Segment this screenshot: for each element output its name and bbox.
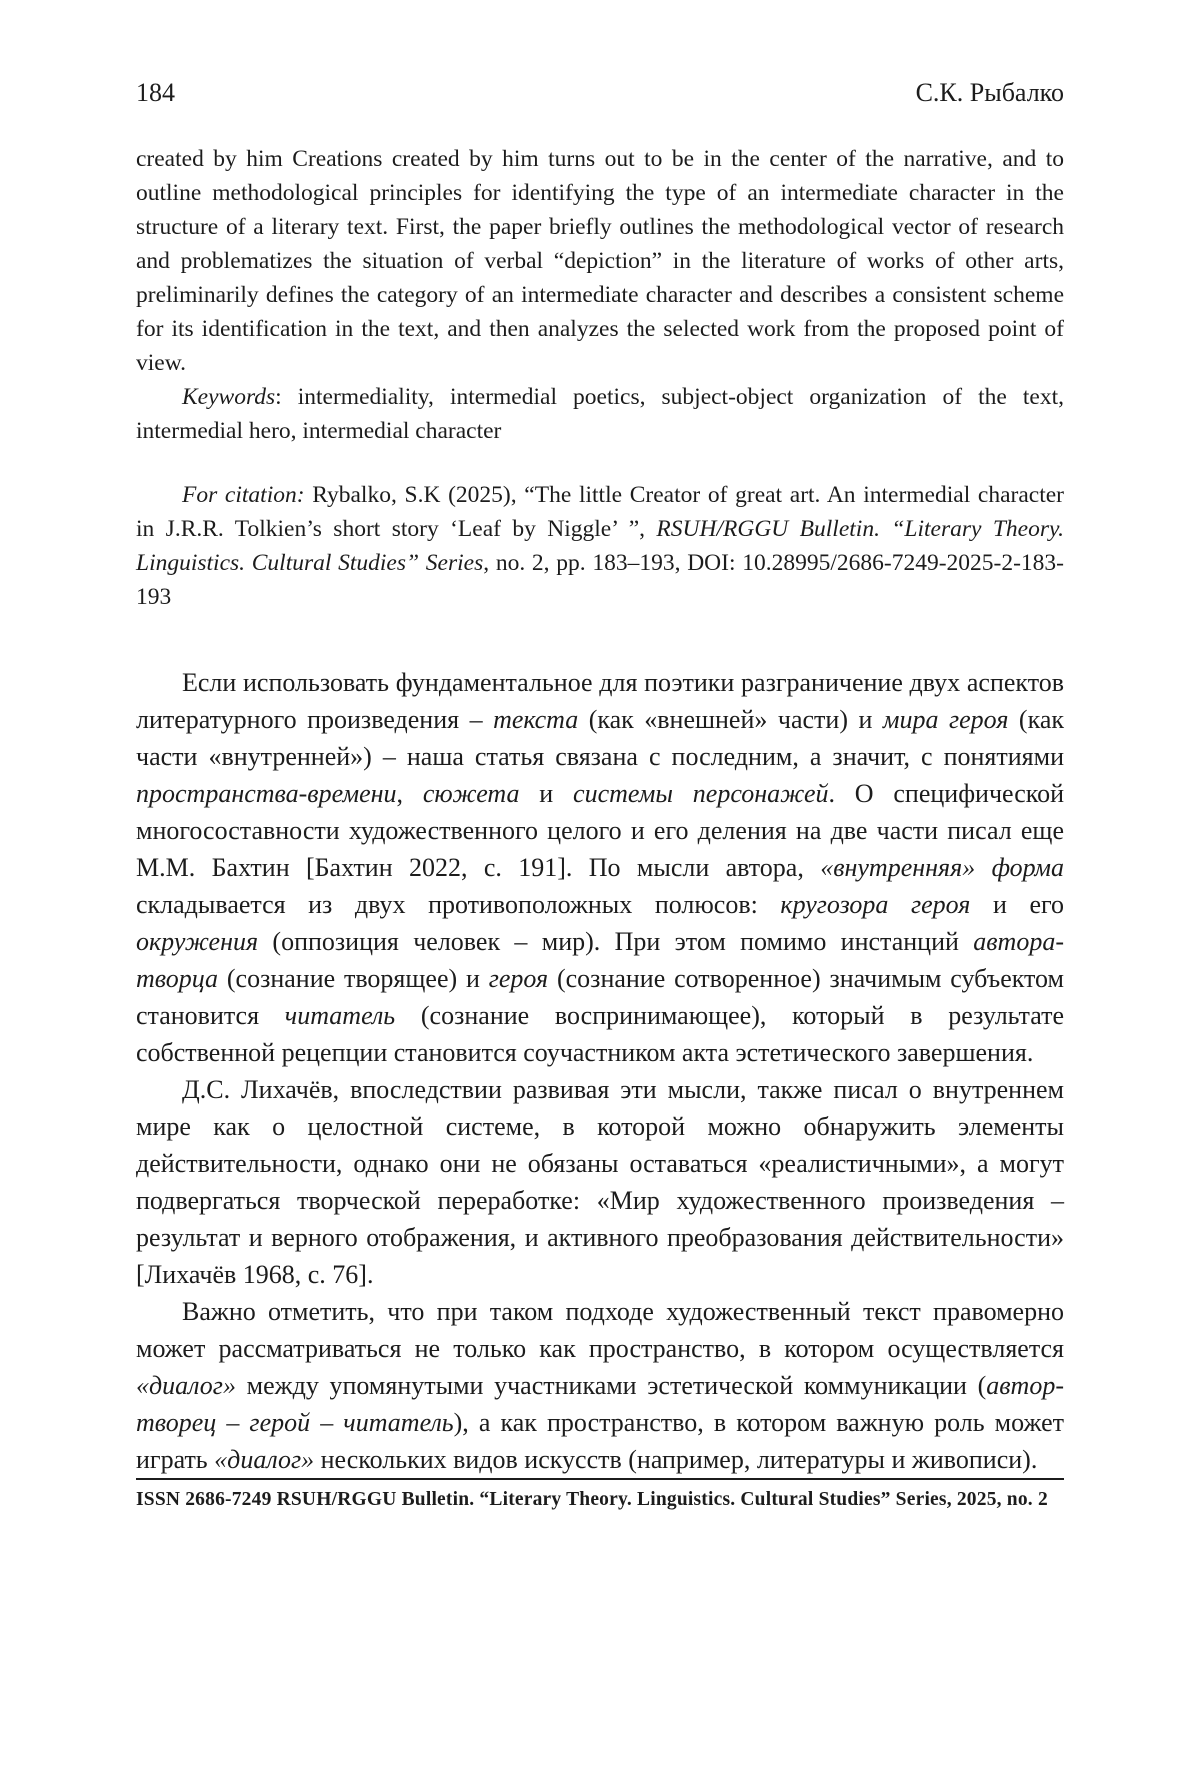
text-segment: автора-творца: [136, 927, 1064, 993]
text-segment: кругозора героя: [780, 890, 971, 919]
text-segment: между упомянутыми участниками эстетической коммуникации (: [235, 1371, 987, 1400]
text-segment: (сознание творящее) и: [218, 964, 489, 993]
keywords-paragraph: [136, 380, 1064, 448]
footer-text: ISSN 2686-7249 RSUH/RGGU Bulletin. “Literary Theory. Linguistics. Cultural Studies” Series, 2025, no. 2: [136, 1489, 1048, 1510]
text-segment: Keywords: [182, 384, 276, 410]
page-header: [136, 78, 1064, 108]
text-segment: (как «внешней» части) и: [578, 705, 883, 734]
text-segment: (сознание воспринимающее), который в результате собственной рецепции становится соучастником акта эстетического завершения.: [136, 1001, 1064, 1067]
text-segment: (оппозиция человек – мир). При этом помимо инстанций: [258, 927, 974, 956]
text-segment: героя: [488, 964, 549, 993]
page-footer: [136, 1478, 1064, 1511]
text-segment: нескольких видов искусств (например, литературы и живописи).: [314, 1445, 1038, 1474]
text-segment: For citation:: [182, 482, 313, 508]
page-content: [136, 142, 1064, 1478]
body-paragraph-3: [136, 1293, 1064, 1478]
citation-paragraph: [136, 478, 1064, 614]
text-segment: и: [519, 779, 574, 808]
text-segment: (как части «внутренней») – наша статья связана с последним, а значит, с понятиями: [136, 705, 1064, 771]
body-paragraph-1: [136, 664, 1064, 1071]
text-segment: (сознание сотворенное) значимым субъектом становится: [136, 964, 1064, 1030]
running-head-author: С.К. Рыбалко: [915, 78, 1064, 107]
text-segment: «диалог»: [214, 1445, 315, 1474]
text-segment: . О специфической многосоставности художественного целого и его деления на две части писал еще М.М. Бахтин [Бахтин 2022, с. 191]. По мысли автора,: [136, 779, 1064, 882]
text-segment: , no. 2, pp. 183–193, DOI: 10.28995/2686-7249-2025-2-183-193: [136, 550, 1064, 610]
text-segment: пространства-времени: [136, 779, 397, 808]
text-segment: автор-творец – герой – читатель: [136, 1371, 1064, 1437]
text-segment: системы персонажей: [573, 779, 829, 808]
text-segment: и его: [970, 890, 1064, 919]
text-segment: : intermediality, intermedial poetics, subject-object organization of the text, intermedial hero, intermedial character: [136, 384, 1064, 444]
text-segment: «внутренняя» форма: [820, 853, 1064, 882]
abstract-paragraph: created by him Creations created by him turns out to be in the center of the narrative, and to outline methodological principles for identifying the type of an intermediate character in the structure of a literary text. First, the paper briefly outlines the methodological vector of research and problematizes the situation of verbal “depiction” in the literature of works of other arts, preliminarily defines the category of an intermediate character and describes a consistent scheme for its identification in the text, and then analyzes the selected work from the proposed point of view.: [136, 146, 1064, 376]
text-segment: читатель: [284, 1001, 396, 1030]
footer-divider: [136, 1478, 1064, 1480]
text-segment: Д.С. Лихачёв, впоследствии развивая эти мысли, также писал о внутреннем мире как о целостной системе, в которой можно обнаружить элементы действительности, однако они не обязаны оставаться «реалистичными», а могут подвергаться творческой переработке: «Мир художественного произведения – результат и верного отображения, и активного преобразования действительности» [Лихачёв 1968, с. 76].: [136, 1075, 1064, 1289]
text-segment: окружения: [136, 927, 259, 956]
text-segment: ,: [396, 779, 423, 808]
text-segment: мира героя: [882, 705, 1009, 734]
text-segment: Если использовать фундаментальное для поэтики разграничение двух аспектов литературного произведения –: [136, 668, 1064, 734]
text-segment: Важно отметить, что при таком подходе художественный текст правомерно может рассматриваться не только как пространство, в котором осуществляется: [136, 1297, 1064, 1363]
text-segment: текста: [493, 705, 579, 734]
text-segment: RSUH/RGGU Bulletin. “Literary Theory. Linguistics. Cultural Studies” Series: [136, 516, 1064, 576]
text-segment: «диалог»: [136, 1371, 236, 1400]
text-segment: сюжета: [422, 779, 520, 808]
page-number: 184: [136, 78, 175, 107]
text-segment: складывается из двух противоположных полюсов:: [136, 890, 781, 919]
body-paragraph-2: [136, 1071, 1064, 1293]
text-segment: Rybalko, S.K (2025), “The little Creator of great art. An intermedial character in J.R.R. Tolkien’s short story ‘Leaf by Niggle’ ”,: [136, 482, 1064, 542]
text-segment: ), а как пространство, в котором важную роль может играть: [136, 1408, 1064, 1474]
